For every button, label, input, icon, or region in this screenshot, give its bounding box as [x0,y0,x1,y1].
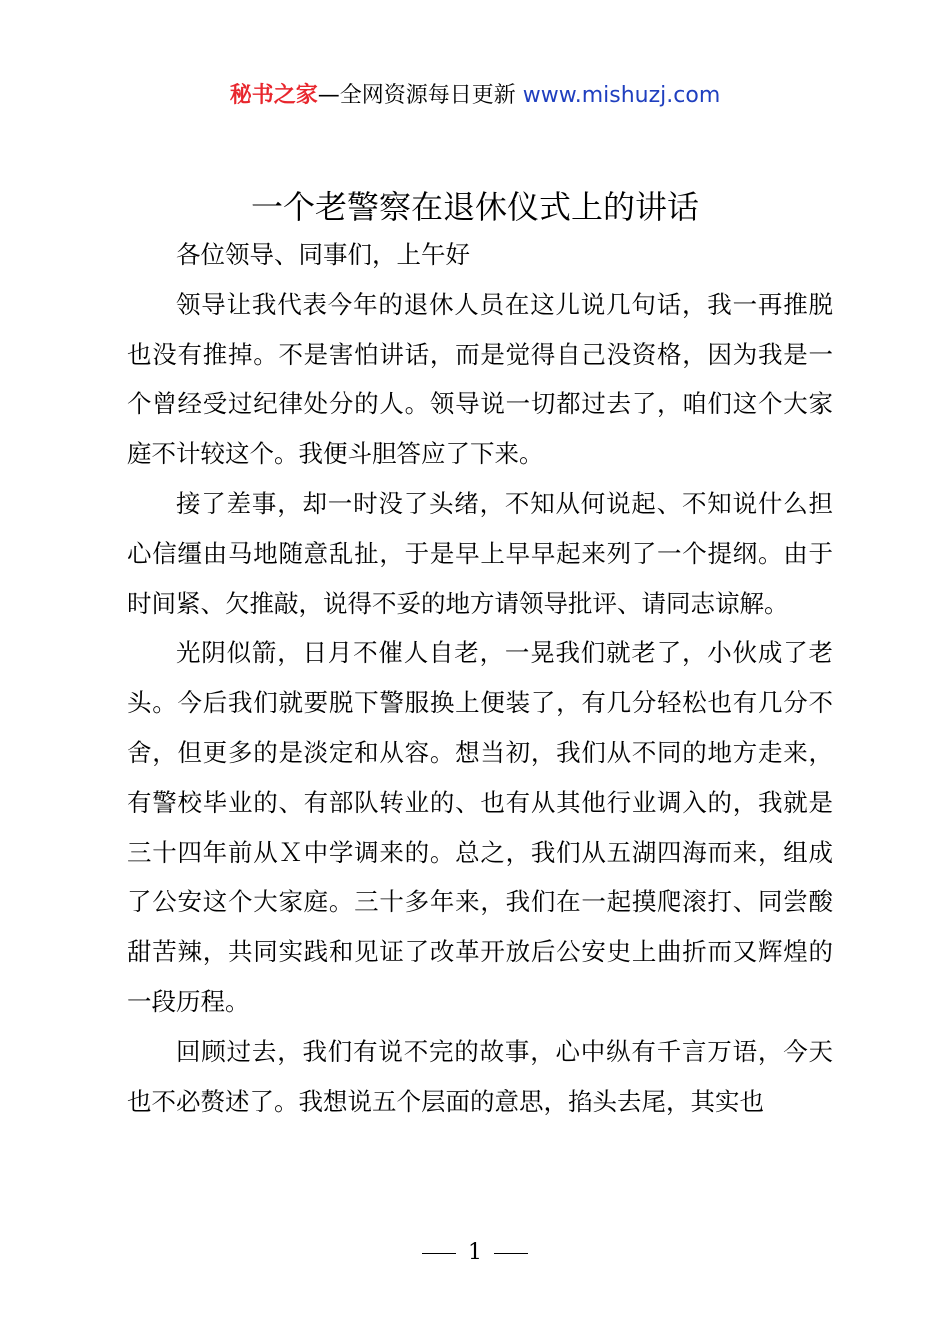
document-title: 一个老警察在退休仪式上的讲话 [250,188,699,226]
dash-left [422,1253,456,1254]
paragraph: 光阴似箭，日月不催人自老，一晃我们就老了，小伙成了老头。今后我们就要脱下警服换上便装了，有几分轻松也有几分不舍，但更多的是淡定和从容。想当初，我们从不同的地方走来，有警校毕业的、有部队转业的、也有从其他行业调入的，我就是三十四年前从Ｘ中学调来的。总之，我们从五湖四海而来，组成了公安这个大家庭。三十多年来，我们在一起摸爬滚打、同尝酸甜苦辣，共同实践和见证了改革开放后公安史上曲折而又辉煌的一段历程。 [127,638,833,1016]
paragraph: 回顾过去，我们有说不完的故事，心中纵有千言万语，今天也不必赘述了。我想说五个层面的意思，掐头去尾，其实也 [127,1036,833,1116]
paragraph: 领导让我代表今年的退休人员在这儿说几句话，我一再推脱也没有推掉。不是害怕讲话，而是觉得自己没资格，因为我是一个曾经受过纪律处分的人。领导说一切都过去了，咱们这个大家庭不计较这个。我便斗胆答应了下来。 [127,289,833,469]
paragraph: 接了差事，却一时没了头绪，不知从何说起、不知说什么担心信缰由马地随意乱扯，于是早上早早起来列了一个提纲。由于时间紧、欠推敲，说得不妥的地方请领导批评、请同志谅解。 [127,488,833,618]
site-url-link[interactable]: www.mishuzj.com [522,83,721,108]
page-footer [0,1238,950,1268]
dash-right [494,1253,528,1254]
page-number: 1 [468,1240,482,1265]
site-header [0,80,950,112]
document-body [127,230,833,1126]
paragraph-greeting: 各位领导、同事们，上午好 [176,240,470,269]
header-tagline: —全网资源每日更新 [317,83,516,108]
brand-name: 秘书之家 [229,83,318,108]
